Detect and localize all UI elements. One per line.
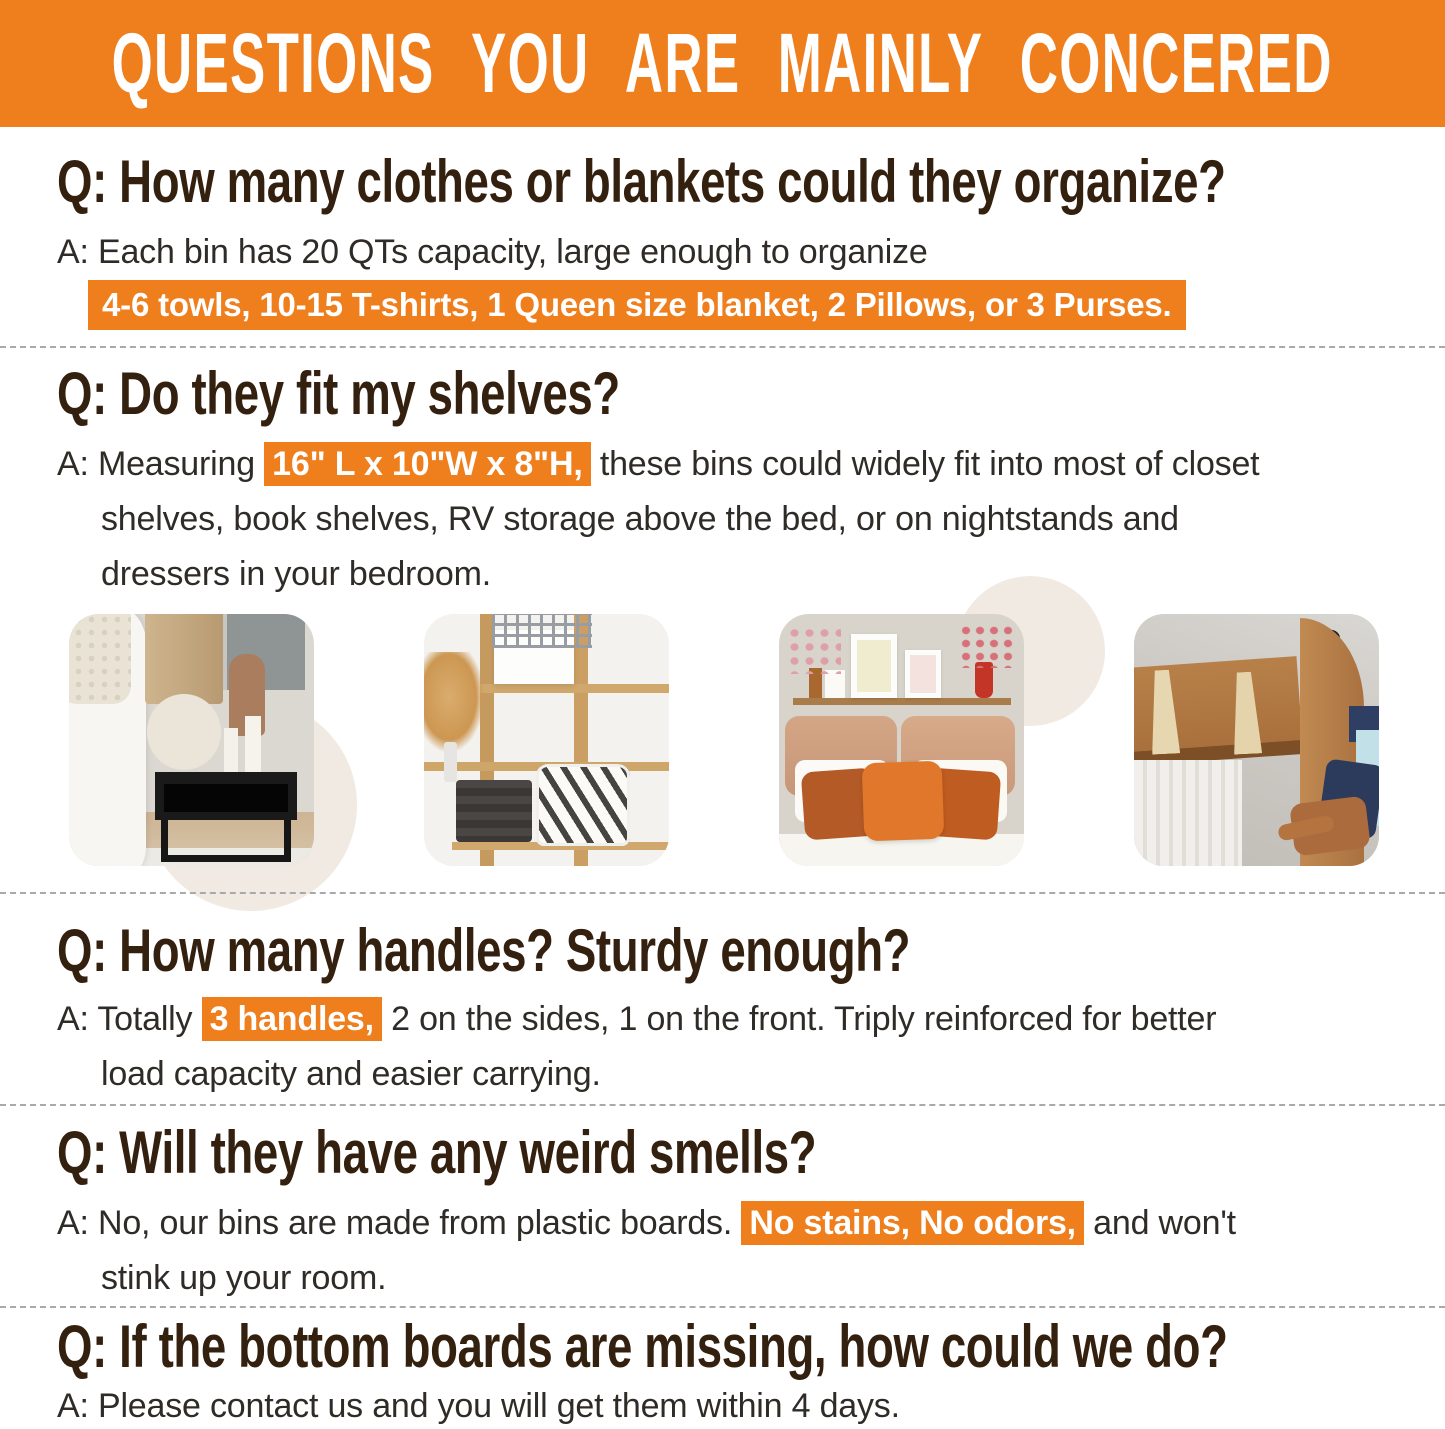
photo-bamboo-shelf	[424, 614, 669, 866]
photo-strip	[57, 614, 1388, 866]
striped-basket	[536, 764, 630, 846]
answer-smells-line1	[57, 1196, 1388, 1251]
dimensions-highlight: 16" L x 10"W x 8"H,	[264, 442, 590, 486]
flowers	[787, 626, 841, 674]
picture-frame	[851, 634, 897, 698]
candle	[245, 716, 261, 776]
faq-item-capacity	[0, 127, 1445, 330]
answer-smells-pre: A: No, our bins are made from plastic boards.	[57, 1204, 742, 1242]
dark-basket	[456, 780, 532, 842]
glass-vase	[444, 742, 457, 782]
flowers	[959, 624, 1013, 668]
divider-1	[0, 346, 1445, 348]
photo-card	[825, 670, 845, 698]
faq-item-handles	[0, 894, 1445, 1102]
picture-frame	[905, 650, 941, 698]
question-smells: Q: Will they have any weird smells?	[57, 1119, 817, 1186]
answer-smells-line2: stink up your room.	[101, 1259, 387, 1297]
shelf-board	[480, 684, 669, 693]
wire-basket	[492, 614, 592, 648]
question-fit: Q: Do they fit my shelves?	[57, 360, 620, 427]
answer-capacity-text: A: Each bin has 20 QTs capacity, large enough to organize	[57, 233, 928, 271]
orange-pillow	[862, 761, 945, 842]
dried-plant	[424, 652, 484, 752]
answer-handles-post: 2 on the sides, 1 on the front. Triply reinforced for better	[381, 1000, 1217, 1038]
divider-3	[0, 1104, 1445, 1106]
knit-blanket	[69, 614, 131, 704]
question-missing-boards: Q: If the bottom boards are missing, how could we do?	[57, 1313, 1228, 1380]
faq-item-smells	[0, 1106, 1445, 1306]
header-banner	[0, 0, 1445, 127]
answer-fit-line1	[57, 437, 1388, 492]
answer-fit-line2: shelves, book shelves, RV storage above the bed, or on nightstands and	[101, 500, 1179, 538]
page-title: QUESTIONS YOU ARE MAINLY CONCERED	[111, 16, 1334, 110]
answer-missing-boards	[57, 1384, 1388, 1428]
wall-shelf	[793, 698, 1011, 705]
curtain	[1134, 760, 1242, 866]
answer-handles-line2: load capacity and easier carrying.	[101, 1055, 601, 1093]
answer-smells-post: and won't	[1083, 1204, 1236, 1242]
divider-2	[0, 892, 1445, 894]
no-odors-highlight: No stains, No odors,	[741, 1201, 1084, 1245]
nightstand-opening	[164, 784, 288, 812]
answer-capacity-highlight: 4-6 towls, 10-15 T-shirts, 1 Queen size blanket, 2 Pillows, or 3 Purses.	[88, 280, 1186, 330]
candle	[224, 728, 238, 776]
answer-capacity	[57, 225, 1388, 330]
answer-fit	[57, 437, 1388, 602]
answer-smells	[57, 1196, 1388, 1306]
divider-4	[0, 1306, 1445, 1308]
question-handles: Q: How many handles? Sturdy enough?	[57, 917, 911, 984]
faq-item-missing-boards	[0, 1308, 1445, 1428]
answer-handles-line1	[57, 992, 1388, 1047]
answer-fit-pre: A: Measuring	[57, 445, 265, 483]
photo-bed-pillows	[779, 614, 1024, 866]
faq-item-fit	[0, 348, 1445, 866]
nightstand-frame	[161, 820, 291, 862]
handles-highlight: 3 handles,	[202, 997, 382, 1041]
answer-handles-pre: A: Totally	[57, 1000, 202, 1038]
answer-missing-boards-text: A: Please contact us and you will get them within 4 days.	[57, 1387, 900, 1425]
answer-handles	[57, 992, 1388, 1102]
photo-rv-storage	[1134, 614, 1379, 866]
question-capacity: Q: How many clothes or blankets could they organize?	[57, 148, 1226, 215]
answer-fit-post: these bins could widely fit into most of closet	[590, 445, 1260, 483]
round-vase	[147, 694, 221, 770]
lamp-shade	[145, 614, 223, 704]
photo-bedroom-nightstand	[69, 614, 314, 866]
answer-fit-line3: dressers in your bedroom.	[101, 555, 491, 593]
